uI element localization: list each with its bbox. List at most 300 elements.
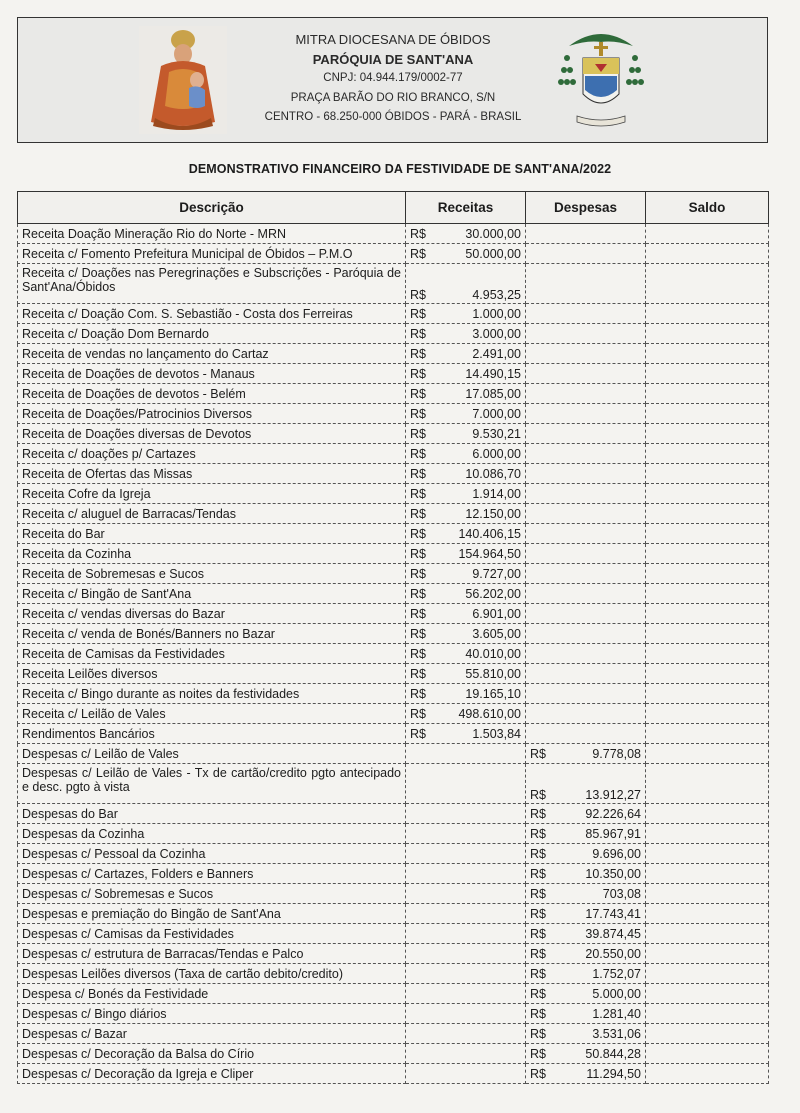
row-saldo-cell: [646, 564, 769, 584]
row-despesa-cell: [526, 924, 646, 944]
table-row: [18, 504, 769, 524]
row-receita-amount: 9.727,00: [472, 566, 521, 581]
row-receita-amount: 14.490,15: [465, 366, 521, 381]
currency-symbol: R$: [410, 446, 426, 461]
row-despesa-cell: [526, 764, 646, 804]
row-saldo-cell: [646, 424, 769, 444]
row-receita-amount: 17.085,00: [465, 386, 521, 401]
row-receita-cell: [406, 684, 526, 704]
currency-symbol: R$: [410, 346, 426, 361]
row-saldo-cell: [646, 1064, 769, 1084]
cnpj: CNPJ: 04.944.179/0002-77: [323, 72, 463, 84]
row-saldo-cell: [646, 1044, 769, 1064]
row-receita-amount: 2.491,00: [472, 346, 521, 361]
row-despesa-cell: [526, 524, 646, 544]
row-description: Receita da Cozinha: [18, 544, 406, 564]
row-receita-cell: [406, 424, 526, 444]
row-description: Receita do Bar: [18, 524, 406, 544]
table-row: [18, 884, 769, 904]
currency-symbol: R$: [530, 986, 546, 1001]
row-despesa-cell: [526, 604, 646, 624]
row-saldo-cell: [646, 464, 769, 484]
row-despesa-amount: 85.967,91: [585, 826, 641, 841]
currency-symbol: R$: [410, 546, 426, 561]
row-receita-cell: [406, 524, 526, 544]
row-description: Despesas da Cozinha: [18, 824, 406, 844]
row-despesa-cell: [526, 424, 646, 444]
row-despesa-amount: 9.696,00: [592, 846, 641, 861]
table-row: [18, 224, 769, 244]
row-receita-cell: [406, 264, 526, 304]
row-despesa-cell: [526, 644, 646, 664]
row-description: Receita c/ Bingo durante as noites da festividades: [18, 684, 406, 704]
letterhead: [17, 17, 768, 143]
row-description: Despesas do Bar: [18, 804, 406, 824]
row-saldo-cell: [646, 504, 769, 524]
row-description: Receita de vendas no lançamento do Cartaz: [18, 344, 406, 364]
currency-symbol: R$: [410, 246, 426, 261]
row-receita-amount: 9.530,21: [472, 426, 521, 441]
row-saldo-cell: [646, 764, 769, 804]
row-despesa-cell: [526, 444, 646, 464]
financial-table: [17, 191, 769, 1084]
row-description: Receita c/ Bingão de Sant'Ana: [18, 584, 406, 604]
currency-symbol: R$: [410, 288, 426, 302]
table-header-row: [18, 192, 769, 224]
row-receita-amount: 498.610,00: [458, 706, 521, 721]
row-saldo-cell: [646, 524, 769, 544]
row-description: Despesas Leilões diversos (Taxa de cartão debito/credito): [18, 964, 406, 984]
org-name: MITRA DIOCESANA DE ÓBIDOS: [295, 32, 491, 47]
currency-symbol: R$: [410, 426, 426, 441]
row-receita-amount: 3.000,00: [472, 326, 521, 341]
row-receita-amount: 19.165,10: [465, 686, 521, 701]
row-description: Receita Doação Mineração Rio do Norte - MRN: [18, 224, 406, 244]
row-description: Receita c/ aluguel de Barracas/Tendas: [18, 504, 406, 524]
row-saldo-cell: [646, 864, 769, 884]
currency-symbol: R$: [410, 466, 426, 481]
row-saldo-cell: [646, 664, 769, 684]
row-receita-cell: [406, 764, 526, 804]
row-receita-cell: [406, 704, 526, 724]
table-row: [18, 744, 769, 764]
row-receita-amount: 1.000,00: [472, 306, 521, 321]
currency-symbol: R$: [530, 1026, 546, 1041]
row-saldo-cell: [646, 984, 769, 1004]
row-despesa-amount: 5.000,00: [592, 986, 641, 1001]
row-receita-cell: [406, 744, 526, 764]
currency-symbol: R$: [530, 966, 546, 981]
table-row: [18, 1004, 769, 1024]
row-saldo-cell: [646, 244, 769, 264]
currency-symbol: R$: [530, 826, 546, 841]
row-description: Receita de Doações/Patrocinios Diversos: [18, 404, 406, 424]
row-receita-cell: [406, 224, 526, 244]
row-despesa-cell: [526, 664, 646, 684]
table-row: [18, 1064, 769, 1084]
row-despesa-cell: [526, 344, 646, 364]
row-receita-cell: [406, 1024, 526, 1044]
row-receita-amount: 55.810,00: [465, 666, 521, 681]
row-receita-amount: 6.000,00: [472, 446, 521, 461]
row-receita-cell: [406, 484, 526, 504]
row-receita-amount: 6.901,00: [472, 606, 521, 621]
row-despesa-cell: [526, 884, 646, 904]
row-receita-cell: [406, 944, 526, 964]
row-description: Receita de Doações de devotos - Manaus: [18, 364, 406, 384]
table-row: [18, 604, 769, 624]
table-row: [18, 544, 769, 564]
row-receita-cell: [406, 584, 526, 604]
table-row: [18, 864, 769, 884]
currency-symbol: R$: [410, 606, 426, 621]
currency-symbol: R$: [410, 486, 426, 501]
row-saldo-cell: [646, 1024, 769, 1044]
row-description: Despesas c/ Decoração da Igreja e Cliper: [18, 1064, 406, 1084]
table-row: [18, 344, 769, 364]
row-receita-cell: [406, 1004, 526, 1024]
row-description: Receita c/ Doação Com. S. Sebastião - Costa dos Ferreiras: [18, 304, 406, 324]
currency-symbol: R$: [530, 806, 546, 821]
table-row: [18, 804, 769, 824]
currency-symbol: R$: [410, 726, 426, 741]
row-despesa-amount: 11.294,50: [586, 1066, 641, 1081]
row-receita-cell: [406, 924, 526, 944]
table-row: [18, 524, 769, 544]
row-saldo-cell: [646, 444, 769, 464]
row-receita-cell: [406, 244, 526, 264]
row-description: Despesas c/ Bingo diários: [18, 1004, 406, 1024]
currency-symbol: R$: [530, 1066, 546, 1081]
row-receita-cell: [406, 504, 526, 524]
col-header-descricao: Descrição: [18, 192, 406, 224]
row-receita-cell: [406, 884, 526, 904]
table-row: [18, 764, 769, 804]
table-row: [18, 904, 769, 924]
table-row: [18, 584, 769, 604]
row-receita-cell: [406, 984, 526, 1004]
row-saldo-cell: [646, 724, 769, 744]
row-receita-cell: [406, 1064, 526, 1084]
row-receita-cell: [406, 604, 526, 624]
table-row: [18, 1044, 769, 1064]
row-saldo-cell: [646, 324, 769, 344]
row-despesa-cell: [526, 384, 646, 404]
currency-symbol: R$: [410, 646, 426, 661]
row-receita-amount: 12.150,00: [465, 506, 521, 521]
row-saldo-cell: [646, 364, 769, 384]
row-despesa-cell: [526, 264, 646, 304]
table-row: [18, 324, 769, 344]
row-receita-cell: [406, 564, 526, 584]
row-receita-cell: [406, 644, 526, 664]
table-row: [18, 264, 769, 304]
row-description: Receita c/ Fomento Prefeitura Municipal de Óbidos – P.M.O: [18, 244, 406, 264]
row-description: Receita de Ofertas das Missas: [18, 464, 406, 484]
row-receita-amount: 30.000,00: [465, 226, 521, 241]
currency-symbol: R$: [530, 1006, 546, 1021]
currency-symbol: R$: [410, 226, 426, 241]
letterhead-text: [238, 30, 548, 128]
row-receita-cell: [406, 904, 526, 924]
row-despesa-cell: [526, 1064, 646, 1084]
table-row: [18, 1024, 769, 1044]
row-despesa-cell: [526, 964, 646, 984]
row-receita-amount: 4.953,25: [472, 288, 521, 302]
episcopal-coat-of-arms: [555, 24, 647, 136]
row-despesa-amount: 50.844,28: [585, 1046, 641, 1061]
currency-symbol: R$: [530, 926, 546, 941]
row-despesa-cell: [526, 684, 646, 704]
row-despesa-cell: [526, 844, 646, 864]
row-despesa-amount: 39.874,45: [585, 926, 641, 941]
row-despesa-cell: [526, 1004, 646, 1024]
row-saldo-cell: [646, 584, 769, 604]
row-description: Despesas e premiação do Bingão de Sant'Ana: [18, 904, 406, 924]
currency-symbol: R$: [410, 666, 426, 681]
table-row: [18, 824, 769, 844]
table-row: [18, 564, 769, 584]
row-saldo-cell: [646, 604, 769, 624]
currency-symbol: R$: [530, 746, 546, 761]
table-row: [18, 444, 769, 464]
currency-symbol: R$: [410, 626, 426, 641]
table-row: [18, 924, 769, 944]
row-receita-cell: [406, 304, 526, 324]
currency-symbol: R$: [530, 866, 546, 881]
row-description: Despesas c/ estrutura de Barracas/Tendas e Palco: [18, 944, 406, 964]
row-despesa-amount: 13.912,27: [585, 788, 641, 802]
row-despesa-cell: [526, 724, 646, 744]
row-description: Receita de Doações de devotos - Belém: [18, 384, 406, 404]
row-saldo-cell: [646, 1004, 769, 1024]
row-description: Receita de Sobremesas e Sucos: [18, 564, 406, 584]
row-receita-amount: 140.406,15: [458, 526, 521, 541]
row-saldo-cell: [646, 484, 769, 504]
row-saldo-cell: [646, 884, 769, 904]
row-saldo-cell: [646, 704, 769, 724]
row-despesa-cell: [526, 984, 646, 1004]
currency-symbol: R$: [530, 1046, 546, 1061]
table-row: [18, 304, 769, 324]
row-despesa-cell: [526, 1024, 646, 1044]
row-despesa-amount: 20.550,00: [585, 946, 641, 961]
row-receita-cell: [406, 404, 526, 424]
row-receita-cell: [406, 664, 526, 684]
row-receita-cell: [406, 384, 526, 404]
row-description: Receita c/ vendas diversas do Bazar: [18, 604, 406, 624]
row-receita-cell: [406, 804, 526, 824]
row-description: Despesas c/ Camisas da Festividades: [18, 924, 406, 944]
row-despesa-amount: 1.752,07: [592, 966, 641, 981]
row-description: Receita de Camisas da Festividades: [18, 644, 406, 664]
document-title: DEMONSTRATIVO FINANCEIRO DA FESTIVIDADE DE SANT'ANA/2022: [188, 162, 612, 176]
row-receita-amount: 40.010,00: [465, 646, 521, 661]
table-row: [18, 704, 769, 724]
row-despesa-cell: [526, 484, 646, 504]
row-despesa-cell: [526, 744, 646, 764]
currency-symbol: R$: [530, 946, 546, 961]
table-row: [18, 644, 769, 664]
row-despesa-cell: [526, 704, 646, 724]
row-saldo-cell: [646, 904, 769, 924]
table-row: [18, 964, 769, 984]
row-receita-amount: 1.914,00: [472, 486, 521, 501]
row-receita-cell: [406, 724, 526, 744]
row-despesa-cell: [526, 584, 646, 604]
currency-symbol: R$: [530, 886, 546, 901]
row-description: Receita de Doações diversas de Devotos: [18, 424, 406, 444]
currency-symbol: R$: [410, 406, 426, 421]
row-saldo-cell: [646, 304, 769, 324]
row-description: Receita Cofre da Igreja: [18, 484, 406, 504]
row-description: Despesas c/ Bazar: [18, 1024, 406, 1044]
col-header-despesas: Despesas: [526, 192, 646, 224]
row-saldo-cell: [646, 224, 769, 244]
row-despesa-amount: 703,08: [602, 886, 641, 901]
row-description: Receita c/ Doações nas Peregrinações e Subscrições - Paróquia de Sant'Ana/Óbidos: [18, 264, 406, 304]
row-despesa-amount: 1.281,40: [592, 1006, 641, 1021]
table-row: [18, 464, 769, 484]
row-saldo-cell: [646, 804, 769, 824]
table-row: [18, 724, 769, 744]
row-description: Despesas c/ Cartazes, Folders e Banners: [18, 864, 406, 884]
currency-symbol: R$: [410, 706, 426, 721]
currency-symbol: R$: [410, 306, 426, 321]
table-row: [18, 364, 769, 384]
row-despesa-amount: 17.743,41: [585, 906, 641, 921]
row-despesa-amount: 92.226,64: [585, 806, 641, 821]
row-description: Receita c/ venda de Bonés/Banners no Bazar: [18, 624, 406, 644]
row-receita-cell: [406, 444, 526, 464]
row-despesa-cell: [526, 944, 646, 964]
currency-symbol: R$: [530, 788, 546, 802]
row-saldo-cell: [646, 744, 769, 764]
table-row: [18, 244, 769, 264]
row-receita-cell: [406, 324, 526, 344]
currency-symbol: R$: [410, 326, 426, 341]
row-receita-cell: [406, 464, 526, 484]
table-body: [18, 224, 769, 1084]
table-row: [18, 624, 769, 644]
row-description: Despesas c/ Leilão de Vales - Tx de cartão/credito pgto antecipado e desc. pgto à vista: [18, 764, 406, 804]
row-despesa-amount: 9.778,08: [592, 746, 641, 761]
row-description: Despesas c/ Sobremesas e Sucos: [18, 884, 406, 904]
table-row: [18, 424, 769, 444]
row-description: Receita c/ Leilão de Vales: [18, 704, 406, 724]
col-header-saldo: Saldo: [646, 192, 769, 224]
currency-symbol: R$: [530, 846, 546, 861]
table-row: [18, 844, 769, 864]
row-receita-amount: 56.202,00: [465, 586, 521, 601]
row-saldo-cell: [646, 844, 769, 864]
currency-symbol: R$: [530, 906, 546, 921]
row-saldo-cell: [646, 964, 769, 984]
row-description: Despesas c/ Leilão de Vales: [18, 744, 406, 764]
table-row: [18, 384, 769, 404]
row-description: Despesas c/ Decoração da Balsa do Círio: [18, 1044, 406, 1064]
currency-symbol: R$: [410, 526, 426, 541]
row-description: Despesas c/ Pessoal da Cozinha: [18, 844, 406, 864]
row-despesa-amount: 3.531,06: [592, 1026, 641, 1041]
row-description: Receita Leilões diversos: [18, 664, 406, 684]
row-receita-cell: [406, 864, 526, 884]
row-saldo-cell: [646, 344, 769, 364]
row-saldo-cell: [646, 404, 769, 424]
table-row: [18, 944, 769, 964]
row-receita-cell: [406, 364, 526, 384]
row-despesa-cell: [526, 504, 646, 524]
row-description: Despesa c/ Bonés da Festividade: [18, 984, 406, 1004]
table-row: [18, 404, 769, 424]
row-saldo-cell: [646, 544, 769, 564]
table-row: [18, 984, 769, 1004]
row-despesa-cell: [526, 804, 646, 824]
row-description: Receita c/ Doação Dom Bernardo: [18, 324, 406, 344]
row-receita-cell: [406, 1044, 526, 1064]
row-despesa-cell: [526, 544, 646, 564]
row-receita-amount: 10.086,70: [465, 466, 521, 481]
currency-symbol: R$: [410, 566, 426, 581]
currency-symbol: R$: [410, 366, 426, 381]
row-receita-cell: [406, 964, 526, 984]
col-header-receitas: Receitas: [406, 192, 526, 224]
row-despesa-cell: [526, 244, 646, 264]
row-saldo-cell: [646, 684, 769, 704]
row-receita-amount: 1.503,84: [472, 726, 521, 741]
parish-name: PARÓQUIA DE SANT'ANA: [312, 51, 474, 67]
row-saldo-cell: [646, 644, 769, 664]
row-description: Receita c/ doações p/ Cartazes: [18, 444, 406, 464]
address-line-1: PRAÇA BARÃO DO RIO BRANCO, S/N: [290, 91, 496, 104]
row-saldo-cell: [646, 624, 769, 644]
row-description: Rendimentos Bancários: [18, 724, 406, 744]
row-receita-cell: [406, 844, 526, 864]
row-despesa-cell: [526, 404, 646, 424]
currency-symbol: R$: [410, 686, 426, 701]
row-despesa-cell: [526, 624, 646, 644]
row-saldo-cell: [646, 824, 769, 844]
row-despesa-cell: [526, 304, 646, 324]
row-despesa-cell: [526, 224, 646, 244]
saint-anna-image: [139, 26, 227, 134]
row-despesa-cell: [526, 1044, 646, 1064]
currency-symbol: R$: [410, 386, 426, 401]
currency-symbol: R$: [410, 506, 426, 521]
row-receita-cell: [406, 544, 526, 564]
row-saldo-cell: [646, 944, 769, 964]
row-receita-amount: 3.605,00: [472, 626, 521, 641]
table-row: [18, 484, 769, 504]
row-despesa-cell: [526, 904, 646, 924]
row-despesa-cell: [526, 464, 646, 484]
row-receita-cell: [406, 344, 526, 364]
row-despesa-cell: [526, 564, 646, 584]
row-receita-cell: [406, 824, 526, 844]
row-saldo-cell: [646, 384, 769, 404]
row-despesa-cell: [526, 364, 646, 384]
row-receita-amount: 154.964,50: [458, 546, 521, 561]
row-despesa-cell: [526, 824, 646, 844]
row-saldo-cell: [646, 264, 769, 304]
row-receita-amount: 50.000,00: [465, 246, 521, 261]
row-receita-amount: 7.000,00: [472, 406, 521, 421]
row-despesa-cell: [526, 324, 646, 344]
row-despesa-amount: 10.350,00: [585, 866, 641, 881]
address-line-2: CENTRO - 68.250-000 ÓBIDOS - PARÁ - BRASIL: [264, 111, 522, 123]
table-row: [18, 664, 769, 684]
row-saldo-cell: [646, 924, 769, 944]
